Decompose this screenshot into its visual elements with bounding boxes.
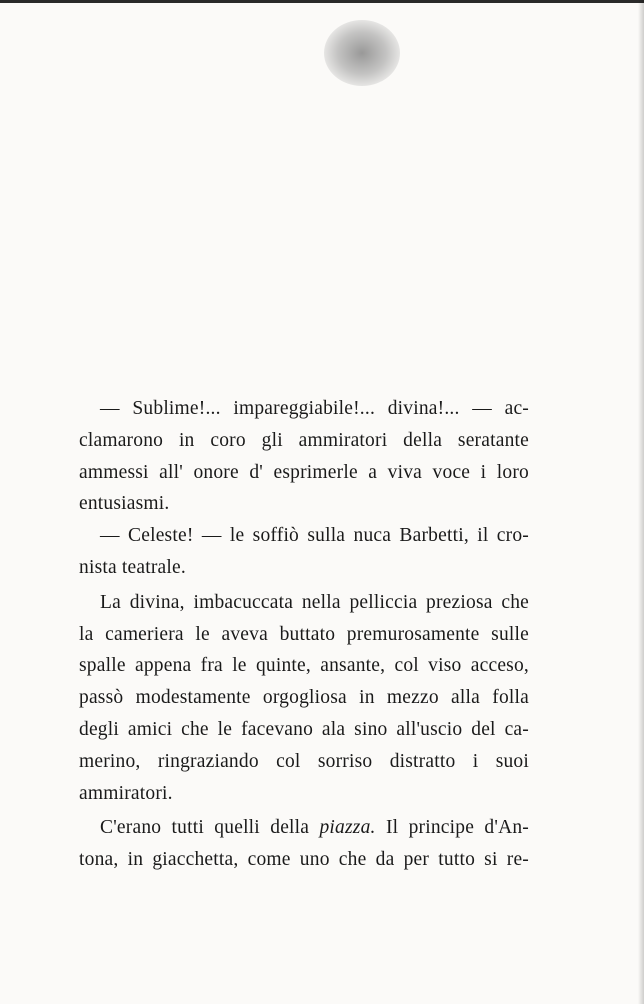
text-line: degli amici che le facevano ala sino all'uscio del ca- <box>79 718 529 740</box>
text-line: nista teatrale. <box>79 556 186 578</box>
text-line: La divina, imbacuccata nella pelliccia preziosa che <box>100 591 529 613</box>
text-line: la cameriera le aveva buttato premurosamente sulle <box>79 623 529 645</box>
text-line: passò modestamente orgogliosa in mezzo alla folla <box>79 687 529 709</box>
text-segment: Il principe d'An- <box>375 817 529 839</box>
paragraph-2 <box>79 520 529 584</box>
text-line: tona, in giacchetta, come uno che da per tutto si re- <box>79 849 529 871</box>
page-top-border <box>0 0 644 3</box>
ink-stain-mark <box>324 20 400 86</box>
text-line: ammessi all' onore d' esprimerle a viva voce i loro <box>79 461 529 483</box>
italic-word: piazza. <box>319 817 376 839</box>
text-segment: C'erano tutti quelli della <box>100 817 320 839</box>
text-line: merino, ringraziando col sorriso distratto i suoi <box>79 750 529 772</box>
text-line: clamarono in coro gli ammiratori della seratante <box>79 429 529 451</box>
page-right-shadow <box>638 0 644 1004</box>
text-line-with-italic <box>79 812 529 844</box>
text-line: — Celeste! — le soffiò sulla nuca Barbetti, il cro- <box>100 525 529 547</box>
text-line: entusiasmi. <box>79 493 170 515</box>
body-text <box>79 393 529 876</box>
paragraph-4 <box>79 812 529 876</box>
text-line: spalle appena fra le quinte, ansante, col viso acceso, <box>79 655 529 677</box>
text-line: ammiratori. <box>79 782 173 804</box>
text-line: — Sublime!... impareggiabile!... divina!... — ac- <box>100 398 529 419</box>
paragraph-1 <box>79 393 529 520</box>
paragraph-3 <box>79 587 529 810</box>
